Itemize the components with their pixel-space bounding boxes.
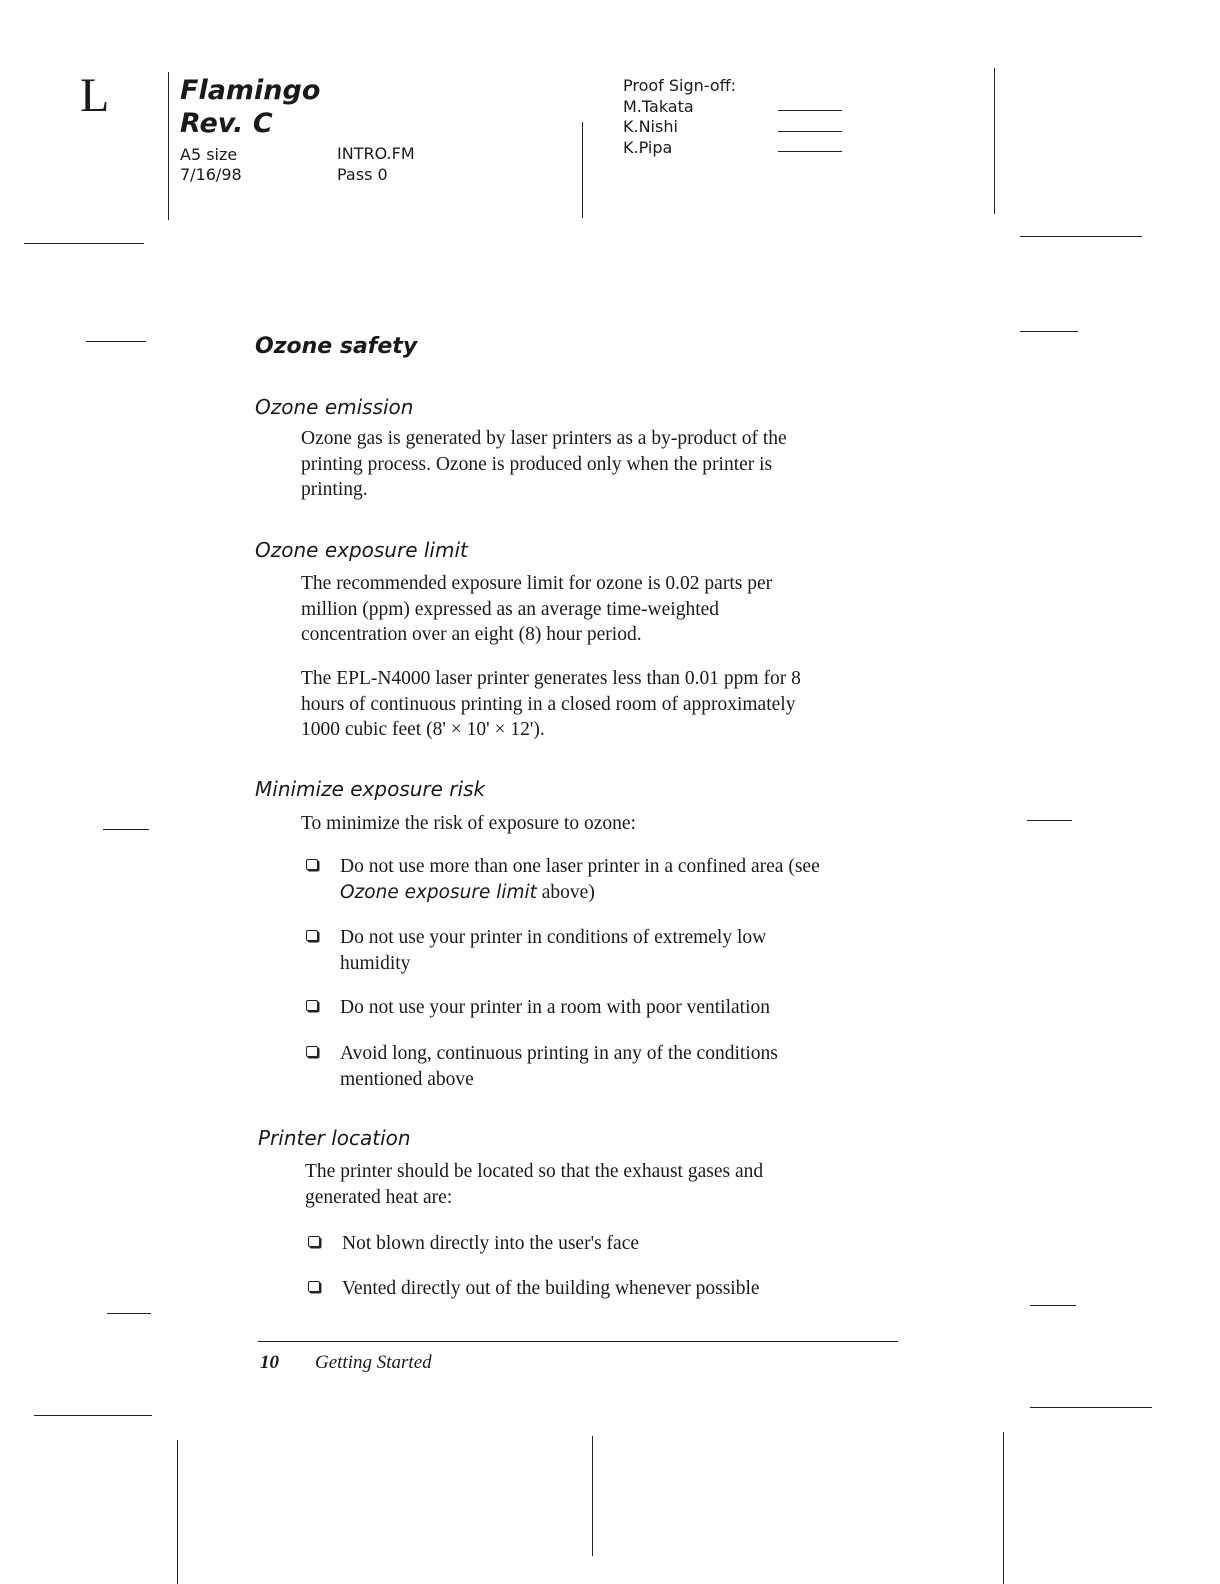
list-item [304,1276,904,1302]
signature-line [778,110,842,111]
checkbox-bullet-icon [306,930,318,941]
crop-mark [1030,1305,1076,1306]
proof-signoff [623,76,736,158]
signature-line [778,151,842,152]
text-line: concentration over an eight (8) hour period. [301,624,642,645]
header-divider-left [168,72,169,220]
crop-mark [103,829,149,830]
crop-mark [177,1440,178,1584]
text-line: Not blown directly into the user's face [342,1233,640,1254]
text-line: The recommended exposure limit for ozone is 0.02 parts per [301,573,773,594]
text-line: mentioned above [340,1068,474,1090]
crop-mark [34,1415,152,1416]
subheading-printer-location: Printer location [258,1126,411,1150]
subheading-ozone-exposure-limit: Ozone exposure limit [255,538,468,562]
text-fragment: above) [536,881,595,903]
list-item [302,925,902,976]
cross-reference: Ozone exposure limit [340,881,537,903]
text-line: Do not use more than one laser printer in a confined area (see [340,856,820,877]
checkbox-bullet-icon [308,1281,320,1292]
header-divider-right [994,68,995,214]
text-line: The printer should be located so that the exhaust gases and [305,1161,764,1182]
text-line: hours of continuous printing in a closed room of approximately [301,693,796,715]
list-item [302,854,902,905]
checkbox-bullet-icon [306,1000,318,1011]
paragraph-ozone-emission [301,426,901,503]
list-item [302,1041,902,1092]
signer-name: M.Takata [623,96,694,116]
file-name: INTRO.FM [337,144,415,163]
signoff-label: Proof Sign-off: [623,76,737,95]
header-divider-mid [582,122,583,218]
crop-mark [1020,331,1078,332]
crop-mark [592,1436,593,1556]
text-line: printing process. Ozone is produced only when the printer is [301,453,773,475]
crop-mark [24,243,144,244]
list-item [304,1231,904,1257]
text-line: 1000 cubic feet (8' × 10' × 12'). [301,719,545,740]
crop-mark [1030,1407,1152,1408]
crop-mark [86,341,146,342]
page-number: 10 [260,1352,279,1373]
crop-mark [1003,1432,1004,1584]
paragraph-location-intro [305,1159,905,1210]
subheading-minimize-exposure-risk: Minimize exposure risk [255,777,486,801]
subheading-ozone-emission: Ozone emission [255,395,414,419]
corner-mark: L [80,69,110,122]
crop-mark [107,1313,151,1314]
chapter-title: Getting Started [315,1352,432,1373]
text-line: humidity [340,952,411,974]
paragraph-exposure-limit [301,571,901,648]
paragraph-risk-intro: To minimize the risk of exposure to ozone: [301,813,636,834]
text-line: Vented directly out of the building whenever possible [342,1278,760,1299]
text-line: Ozone gas is generated by laser printers as a by-product of the [301,428,787,449]
text-line: The EPL-N4000 laser printer generates less than 0.01 ppm for 8 [301,668,801,689]
signer-name: K.Pipa [623,137,673,157]
section-title: Ozone safety [255,334,418,359]
text-line: Do not use your printer in a room with poor ventilation [340,997,771,1018]
revision-date: 7/16/98 [180,165,242,184]
signature-line [778,131,842,132]
page-size: A5 size [180,145,238,164]
footer-rule [258,1341,898,1342]
text-line: generated heat are: [305,1186,453,1208]
list-item [302,995,902,1021]
crop-mark [1020,236,1142,237]
paragraph-printer-emission [301,666,901,743]
checkbox-bullet-icon [308,1236,320,1247]
text-line: Avoid long, continuous printing in any of the conditions [340,1043,778,1064]
pass-number: Pass 0 [337,165,388,184]
text-line: Do not use your printer in conditions of extremely low [340,927,767,948]
revision: Rev. C [180,108,273,139]
text-line [340,880,902,906]
crop-mark [1027,820,1072,821]
text-line: printing. [301,479,368,500]
text-line: million (ppm) expressed as an average time-weighted [301,598,720,620]
project-name: Flamingo [180,75,321,106]
signer-name: K.Nishi [623,117,678,136]
checkbox-bullet-icon [306,1046,318,1057]
checkbox-bullet-icon [306,859,318,870]
